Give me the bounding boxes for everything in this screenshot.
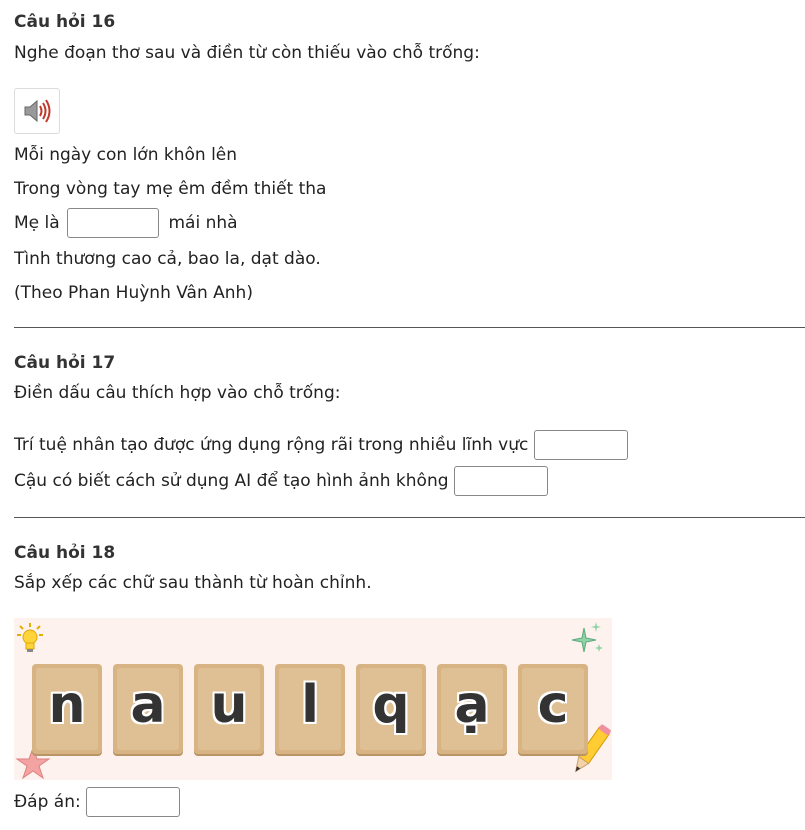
letter-tile-char: a bbox=[117, 668, 179, 750]
letter-tile-char: q bbox=[360, 668, 422, 750]
letter-tile-char: n bbox=[36, 668, 98, 750]
q17-title: Câu hỏi 17 bbox=[14, 353, 116, 373]
sparkle-icon bbox=[570, 620, 604, 664]
poem-line-1: Mỗi ngày con lớn khôn lên bbox=[14, 145, 238, 165]
letter-tile bbox=[437, 664, 507, 754]
q17-prompt: Điền dấu câu thích hợp vào chỗ trống: bbox=[14, 383, 341, 403]
letter-tile bbox=[356, 664, 426, 754]
answer-label: Đáp án: bbox=[14, 792, 81, 812]
letter-tile-char: l bbox=[279, 668, 341, 750]
q16-prompt: Nghe đoạn thơ sau và điền từ còn thiếu vào chỗ trống: bbox=[14, 43, 480, 63]
letter-tiles-image bbox=[14, 618, 612, 780]
poem-line-4: Tình thương cao cả, bao la, dạt dào. bbox=[14, 249, 321, 269]
q16-answer-input[interactable] bbox=[67, 208, 159, 238]
q16-title: Câu hỏi 16 bbox=[14, 12, 116, 32]
q18-prompt: Sắp xếp các chữ sau thành từ hoàn chỉnh. bbox=[14, 573, 372, 593]
poem-line-3-pre: Mẹ là bbox=[14, 213, 60, 233]
q17-answer-input-1[interactable] bbox=[534, 430, 628, 460]
q17-sentence-2-text: Cậu có biết cách sử dụng AI để tạo hình ảnh không bbox=[14, 471, 449, 491]
poem-source: (Theo Phan Huỳnh Vân Anh) bbox=[14, 283, 253, 303]
letter-tile bbox=[113, 664, 183, 754]
q17-sentence-1 bbox=[14, 430, 628, 460]
letter-tile-char: u bbox=[198, 668, 260, 750]
divider bbox=[14, 517, 805, 518]
divider bbox=[14, 327, 805, 328]
letter-tile bbox=[194, 664, 264, 754]
letter-tile-char: c bbox=[522, 668, 584, 750]
q17-sentence-1-text: Trí tuệ nhân tạo được ứng dụng rộng rãi trong nhiều lĩnh vực bbox=[14, 435, 529, 455]
q18-title: Câu hỏi 18 bbox=[14, 543, 116, 563]
q17-answer-input-2[interactable] bbox=[454, 466, 548, 496]
q17-sentence-2 bbox=[14, 466, 548, 496]
poem-line-3 bbox=[14, 208, 238, 238]
letter-tile-char: ạ bbox=[441, 668, 503, 750]
letter-tile bbox=[32, 664, 102, 754]
letter-tile bbox=[518, 664, 588, 754]
speaker-icon bbox=[21, 96, 53, 126]
q18-answer-input[interactable] bbox=[86, 787, 180, 817]
q18-answer-row bbox=[14, 787, 180, 817]
lightbulb-icon bbox=[14, 622, 46, 658]
audio-play-button[interactable] bbox=[14, 88, 60, 134]
poem-line-2: Trong vòng tay mẹ êm đềm thiết tha bbox=[14, 179, 327, 199]
letter-tile bbox=[275, 664, 345, 754]
poem-line-3-post: mái nhà bbox=[168, 213, 238, 233]
